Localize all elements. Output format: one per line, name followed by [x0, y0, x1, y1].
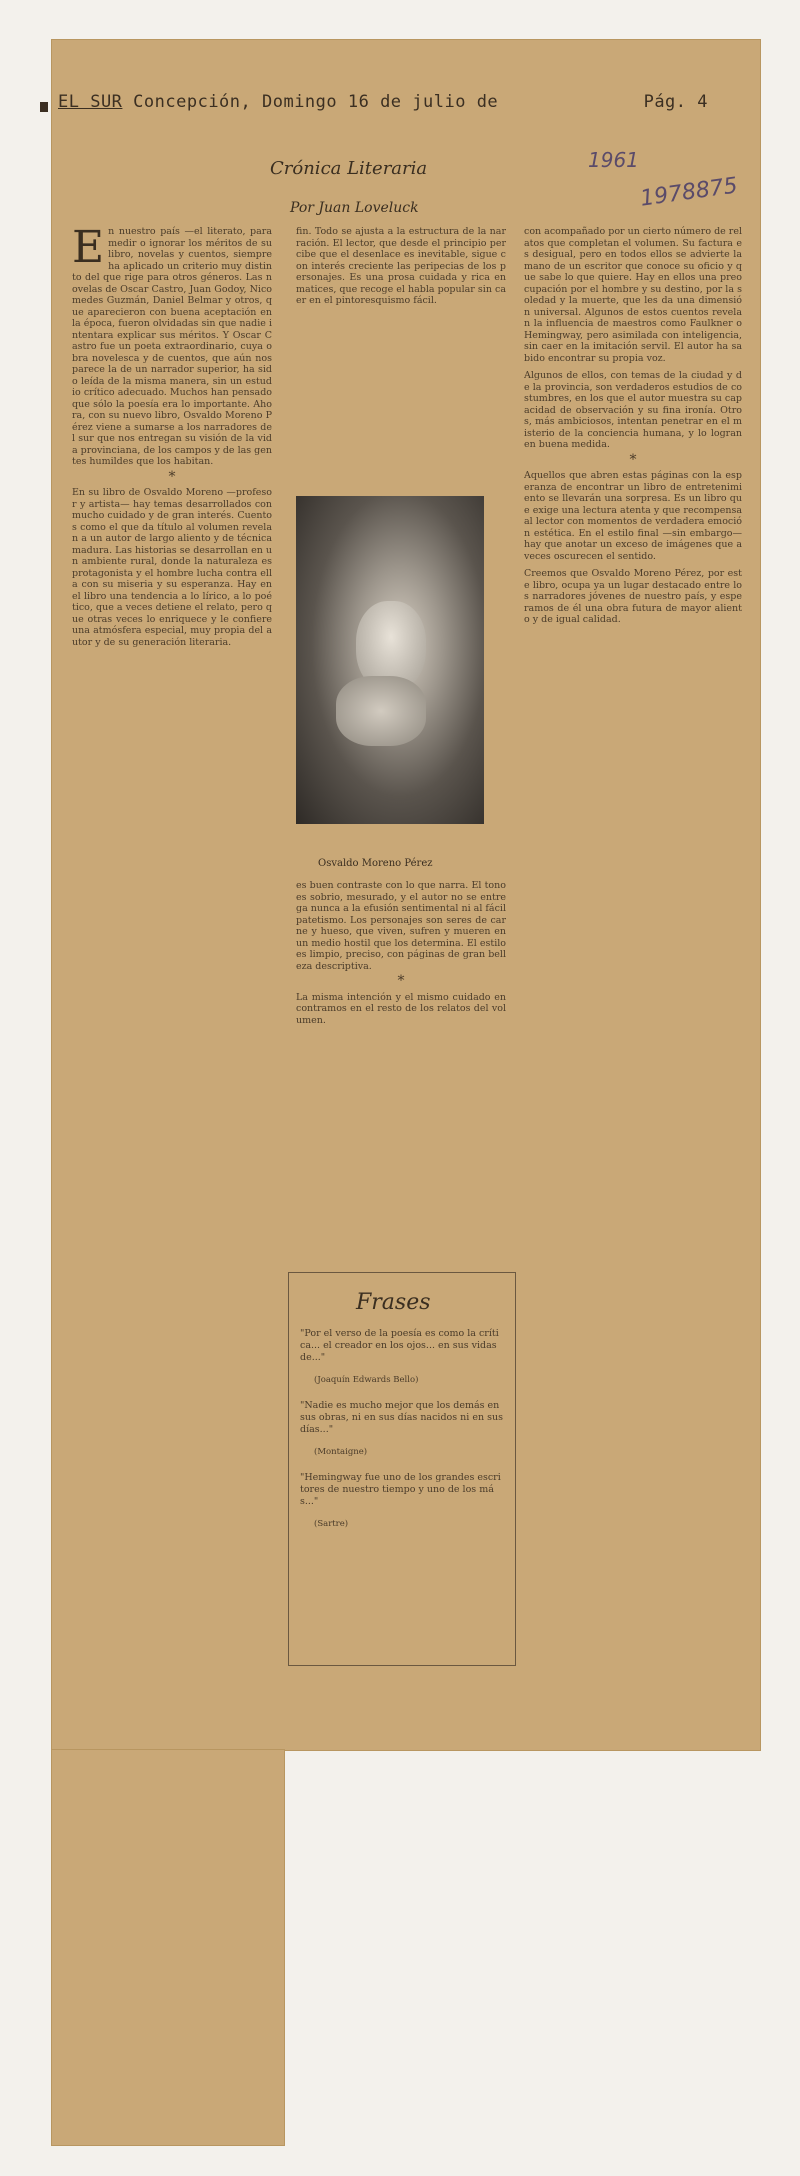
frase-quote: "Por el verso de la poesía es como la crítica... el creador en los ojos... en sus vidas de...": [300, 1328, 499, 1363]
header-date: Concepción, Domingo 16 de julio de: [133, 92, 499, 112]
article-byline: Por Juan Loveluck: [290, 200, 419, 216]
article-column-2: [296, 226, 506, 486]
punch-hole: [40, 102, 48, 112]
column-1-text-2: En su libro de Osvaldo Moreno —profesor y artista— hay temas desarrollados con mucho cuidado y de gran interés. Cuentos como el que da título al volumen revelan a un autor de largo aliento y de técnica madura. Las historias se desarrollan en un ambiente rural, donde la naturaleza es protagonista y el hombre lucha contra ella con su miseria y su esperanza. Hay en el libro una tendencia a lo lírico, a lo poético, que a veces detiene el relato, pero que otras veces lo enriquece y le confiere una atmósfera especial, muy propia del autor y de su generación literaria.: [72, 487, 272, 648]
column-3-paragraph-3: Creemos que Osvaldo Moreno Pérez, por este libro, ocupa ya un lugar destacado entre los narradores jóvenes de nuestro país, y esperamos de él una obra futura de mayor aliento y de igual calidad.: [524, 568, 742, 625]
photo-caption: Osvaldo Moreno Pérez: [318, 858, 433, 869]
page-number: Pág. 4: [643, 92, 708, 112]
frase-source: (Sartre): [314, 1519, 349, 1529]
frase-source: (Montaigne): [314, 1447, 368, 1457]
frase-source: (Joaquín Edwards Bello): [314, 1375, 419, 1385]
author-photo: [296, 496, 484, 824]
column-3-text: con acompañado por un cierto número de relatos que completan el volumen. Su factura es desigual, pero en todos ellos se advierte la mano de un escritor que conoce su oficio y que sabe lo que quiere. Hay en ellos una preocupación por el hombre y su destino, por la soledad y la muerte, que les da una dimensión universal. Algunos de estos cuentos revelan la influencia de maestros como Faulkner o Hemingway, pero asimilada con inteligencia, sin caer en la imitación servil. El autor ha sabido encontrar su propia voz.: [524, 226, 742, 364]
column-3-text-after-sep: Aquellos que abren estas páginas con la esperanza de encontrar un libro de entretenimiento se llevarán una sorpresa. Es un libro que exige una lectura atenta y que recompensa al lector con momentos de verdadera emoción estética. En el estilo final —sin embargo— hay que anotar un exceso de imágenes que a veces oscurecen el sentido.: [524, 470, 742, 562]
article-title: Crónica Literaria: [270, 158, 428, 179]
article-column-2b: [296, 880, 506, 1250]
section-separator: *: [397, 973, 405, 989]
column-1-text: n nuestro país —el literato, para medir o ignorar los méritos de su libro, novelas y cuentos, siempre ha aplicado un criterio muy distinto del que rige para otros géneros. Las novelas de Oscar Castro, Juan Godoy, Nicomedes Guzmán, Daniel Belmar y otros, que aparecieron con buena aceptación en la época, fueron olvidadas sin que nadie intentara explicar sus méritos. Y Oscar Castro fue un poeta extraordinario, cuya obra novelesca y de cuentos, que aún nos parece la de un narrador superior, ha sido leída de la misma manera, sin un estudio crítico adecuado. Muchos han pensado que sólo la poesía era lo importante. Ahora, con su nuevo libro, Osvaldo Moreno Pérez viene a sumarse a los narradores del sur que nos entregan su visión de la vida provinciana, de los campos y de las gentes humildes que los habitan.: [72, 226, 272, 467]
handwritten-code: 1978875: [638, 173, 740, 212]
drop-cap: E: [72, 226, 105, 273]
handwritten-year: 1961: [588, 148, 639, 172]
column-2b-text-2: La misma intención y el mismo cuidado encontramos en el resto de los relatos del volumen.: [296, 991, 506, 1026]
frase-quote: "Hemingway fue uno de los grandes escritores de nuestro tiempo y uno de los más...": [300, 1472, 501, 1507]
frases-body: [300, 1328, 504, 1658]
column-2-text: fin. Todo se ajusta a la estructura de la narración. El lector, que desde el principio percibe que el desenlace es inevitable, sigue con interés creciente las peripecias de los personajes. Es una prosa cuidada y rica en matices, que recoge el habla popular sin caer en el pintoresquismo fácil.: [296, 226, 506, 306]
frase-quote: "Nadie es mucho mejor que los demás en sus obras, ni en sus días nacidos ni en sus días...": [300, 1400, 503, 1435]
newspaper-name: EL SUR: [58, 92, 123, 112]
column-3-paragraph-2: Algunos de ellos, con temas de la ciudad y de la provincia, son verdaderos estudios de costumbres, en los que el autor muestra su capacidad de observación y su fina ironía. Otros, más ambiciosos, intentan penetrar en el misterio de la conciencia humana, y lo logran en buena medida.: [524, 370, 742, 450]
photo-hand: [336, 676, 426, 746]
newspaper-header: [58, 92, 708, 112]
frases-title: Frases: [356, 1290, 431, 1315]
column-2b-text: es buen contraste con lo que narra. El tono es sobrio, mesurado, y el autor no se entrega nunca a la efusión sentimental ni al fácil patetismo. Los personajes son seres de carne y hueso, que viven, sufren y mueren en un medio hostil que los determina. El estilo es limpio, preciso, con páginas de gran belleza descriptiva.: [296, 880, 506, 972]
section-separator: *: [629, 451, 637, 468]
article-column-1: [72, 226, 272, 2136]
article-column-3: [524, 226, 742, 1666]
section-separator: *: [168, 468, 176, 485]
